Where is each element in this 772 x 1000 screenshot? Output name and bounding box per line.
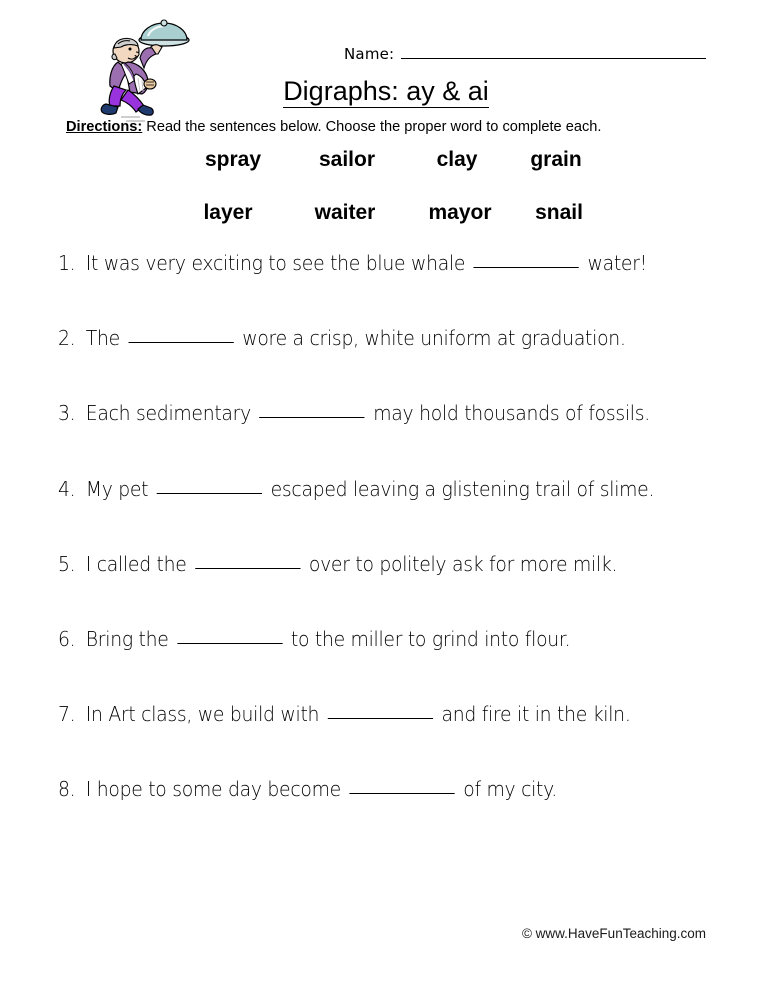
question-text-before: My pet xyxy=(85,476,149,501)
answer-blank[interactable] xyxy=(328,718,433,719)
answer-blank[interactable] xyxy=(474,267,579,268)
word-bank-row xyxy=(0,201,772,225)
directions-label: Directions: xyxy=(66,119,143,135)
word-bank-word[interactable]: sailor xyxy=(318,148,376,171)
question-text-after: wore a crisp, white uniform at graduation. xyxy=(242,326,626,351)
word-bank-word[interactable]: spray xyxy=(204,148,262,171)
question-item xyxy=(58,778,716,853)
question-item xyxy=(58,478,716,553)
question-number: 8. xyxy=(58,777,76,802)
question-text-before: I called the xyxy=(85,551,187,576)
question-text-after: water! xyxy=(587,251,647,275)
question-number: 2. xyxy=(58,326,76,351)
question-text-before: In Art class, we build with xyxy=(85,702,320,727)
page-title xyxy=(0,76,772,107)
word-bank-word[interactable]: layer xyxy=(203,201,253,224)
question-text-before: I hope to some day become xyxy=(85,777,341,802)
answer-blank[interactable] xyxy=(177,643,282,644)
word-bank-word[interactable]: mayor xyxy=(428,201,492,224)
waiter-clipart xyxy=(88,14,196,124)
name-write-in-line[interactable] xyxy=(401,44,706,59)
name-label: Name: xyxy=(344,45,395,63)
question-text-before: Each sedimentary xyxy=(85,401,251,426)
question-text-before: It was very exciting to see the blue whale xyxy=(85,251,466,275)
question-number: 1. xyxy=(58,251,76,275)
question-item xyxy=(58,703,716,778)
question-number: 3. xyxy=(58,401,76,426)
copyright-text: © www.HaveFunTeaching.com xyxy=(521,926,706,941)
question-text-after: and fire it in the kiln. xyxy=(441,702,631,727)
question-number: 6. xyxy=(58,626,76,651)
directions-text: Read the sentences below. Choose the proper word to complete each. xyxy=(142,119,602,135)
word-bank-word[interactable]: waiter xyxy=(314,201,376,224)
question-text-after: of my city. xyxy=(463,777,558,802)
word-bank-word[interactable]: snail xyxy=(535,201,583,224)
question-item xyxy=(58,252,716,327)
word-bank-word[interactable]: clay xyxy=(436,148,478,171)
question-text-after: over to politely ask for more milk. xyxy=(308,551,618,576)
question-item xyxy=(58,327,716,402)
directions xyxy=(66,119,726,135)
answer-blank[interactable] xyxy=(195,568,300,569)
name-field-row xyxy=(344,44,706,63)
question-item xyxy=(58,402,716,477)
question-text-after: may hold thousands of fossils. xyxy=(373,401,650,426)
page-title-text: Digraphs: ay & ai xyxy=(283,76,489,106)
word-bank-row xyxy=(0,148,772,172)
answer-blank[interactable] xyxy=(259,417,364,418)
word-bank-word[interactable]: grain xyxy=(530,148,582,171)
question-text-after: escaped leaving a glistening trail of slime. xyxy=(270,476,655,501)
footer xyxy=(0,926,772,941)
question-text-after: to the miller to grind into flour. xyxy=(290,626,571,651)
question-number: 7. xyxy=(58,702,76,727)
question-text-before: Bring the xyxy=(85,626,169,651)
question-number: 5. xyxy=(58,551,76,576)
question-item xyxy=(58,628,716,703)
question-number: 4. xyxy=(58,476,76,501)
answer-blank[interactable] xyxy=(349,793,454,794)
question-list xyxy=(58,252,758,854)
question-item xyxy=(58,553,716,628)
word-bank xyxy=(0,148,772,225)
answer-blank[interactable] xyxy=(157,493,262,494)
answer-blank[interactable] xyxy=(128,342,233,343)
question-text-before: The xyxy=(85,326,120,351)
